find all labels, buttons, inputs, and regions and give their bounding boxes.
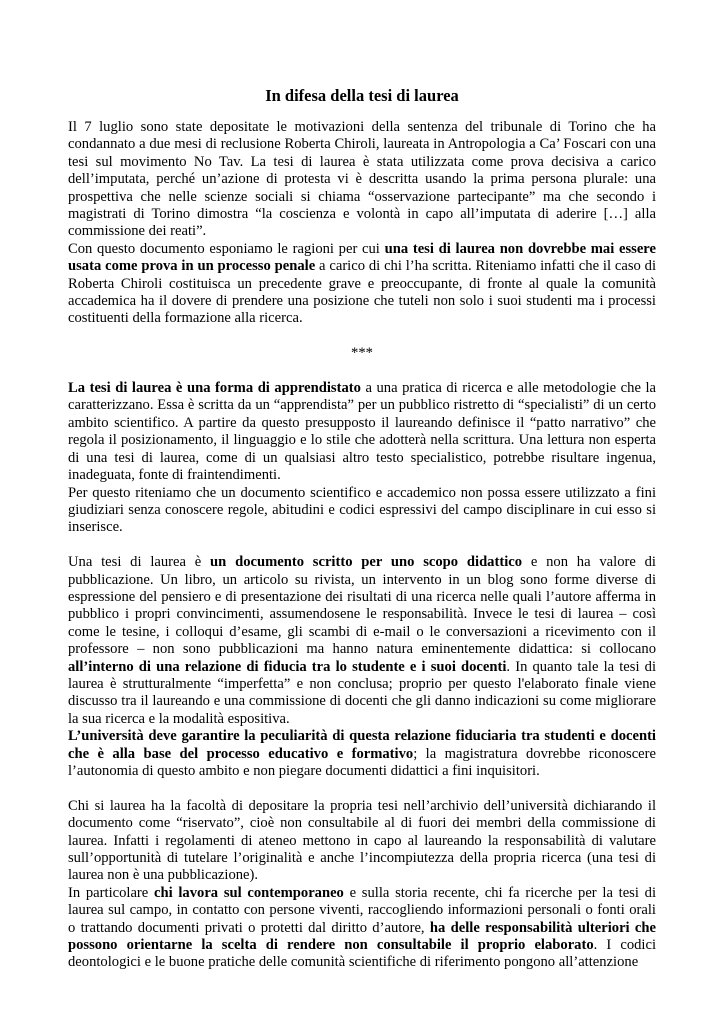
text-run: . I codici deontologici e le buone pratiche delle comunità scientifiche di riferimento pongono all’attenzione: [68, 937, 656, 971]
paragraph-contemporary-research: [68, 885, 656, 972]
bold-text-run: La tesi di laurea è una forma di apprendistato: [68, 380, 361, 397]
paragraph-sentence-summary: Il 7 luglio sono state depositate le motivazioni della sentenza del tribunale di Torino che ha condannato a due mesi di reclusione Roberta Chiroli, laureata in Antropologia a Ca’ Foscari con una tesi sul movimento No Tav. La tesi di laurea è stata utilizzata come prova decisiva a carico dell’imputata, perché un’azione di protesta vi è descritta usando la prima persona plurale: una prospettiva che nelle scienze sociali si chiama “osservazione partecipante” ma che secondo i magistrati di Torino dimostra “la coscienza e volontà in capo all’imputata di aderire […] alla commissione dei reati”.: [68, 119, 656, 240]
paragraph-purpose: [68, 241, 656, 328]
text-run: a carico di chi l’ha scritta. Riteniamo infatti che il caso di Roberta Chiroli costituisca un precedente grave e preoccupante, di fronte al quale la comunità accademica ha il dovere di prendere una posizione che tuteli non solo i suoi studenti ma i processi costituenti della formazione alla ricerca.: [68, 258, 657, 327]
paragraph-didactic-purpose: [68, 554, 656, 728]
text-run: e non ha valore di pubblicazione. Un libro, un articolo su rivista, un intervento in un blog sono forme diverse di espressione del pensiero e di presentazione dei risultati di una ricerca nelle quali l’autore afferma in pubblico i propri convincimenti, assumendosene le responsabilità. Invece le tesi di laurea – così come le tesine, i colloqui d’esame, gli scambi di e-mail o le conversazioni a ricevimento con il professore – non sono pubblicazioni ma hanno natura eminentemente didattica: si collocano: [68, 554, 656, 658]
document-title: In difesa della tesi di laurea: [265, 86, 459, 105]
section-separator: ***: [351, 345, 373, 362]
text-run: a una pratica di ricerca e alle metodologie che la caratterizzano. Essa è scritta da un “apprendista” per un pubblico ristretto di “specialisti” di un certo ambito scientifico. A partire da questo presupposto il laureando definisce il “patto narrativo” che regola il posizionamento, il linguaggio e lo stile che adotterà nella scrittura. Una lettura non esperta di una tesi di laurea, come di un qualsiasi altro testo specialistico, potrebbe risultare ingenua, inadeguata, fonte di fraintendimenti.: [68, 380, 657, 484]
document-body: [68, 119, 656, 972]
paragraph-apprenticeship: [68, 380, 656, 484]
bold-text-run: chi lavora sul contemporaneo: [154, 884, 344, 901]
paragraph-judicial-use: Per questo riteniamo che un documento scientifico e accademico non possa essere utilizzato a fini giudiziari senza conoscere regole, abitudini e codici espressivi del campo disciplinare in cui esso si inserisce.: [68, 484, 656, 536]
text-run: ; la magistratura dovrebbe riconoscere l’autonomia di questo ambito e non piegare documenti didattici a fini inquisitori.: [68, 745, 656, 779]
bold-text-run: ha delle responsabilità ulteriori che possono orientarne la scelta di rendere non consultabile il proprio elaborato: [68, 919, 656, 954]
bold-text-run: un documento scritto per uno scopo didattico: [210, 554, 523, 571]
paragraph-university-trust: [68, 728, 656, 780]
text-run: e sulla storia recente, chi fa ricerche per la tesi di laurea sul campo, in contatto con persone viventi, raccogliendo informazioni personali o fonti orali o trattando documenti privati o protetti dal diritto d’autore,: [68, 884, 656, 936]
text-run: . In quanto tale la tesi di laurea è strutturalmente “imperfetta” e non conclusa; proprio per questo l'elaborato finale viene discusso tra il laureando e una commissione di docenti che gli danno indicazioni su come migliorare la sua ricerca e la modalità espositiva.: [68, 658, 656, 727]
text-run: In particolare: [68, 884, 154, 901]
paragraph-confidential-thesis: Chi si laurea ha la facoltà di depositare la propria tesi nell’archivio dell’università dichiarando il documento come “riservato”, cioè non consultabile al di fuori dei membri della commissione di laurea. Infatti i regolamenti di ateneo mettono in capo al laureando la responsabilità di valutare sull’opportunità di tutelare l’originalità e anche l’incompiutezza della propria ricerca (una tesi di laurea non è una pubblicazione).: [68, 797, 656, 884]
text-run: Con questo documento esponiamo le ragioni per cui: [68, 240, 385, 257]
bold-text-run: L’università deve garantire la peculiarità di questa relazione fiduciaria tra studenti e docenti che è alla base del processo educativo e formativo: [68, 728, 656, 762]
bold-text-run: all’interno di una relazione di fiducia tra lo studente e i suoi docenti: [68, 658, 507, 675]
bold-text-run: una tesi di laurea non dovrebbe mai essere usata come prova in un processo penale: [68, 240, 657, 275]
text-run: Una tesi di laurea è: [68, 554, 211, 571]
